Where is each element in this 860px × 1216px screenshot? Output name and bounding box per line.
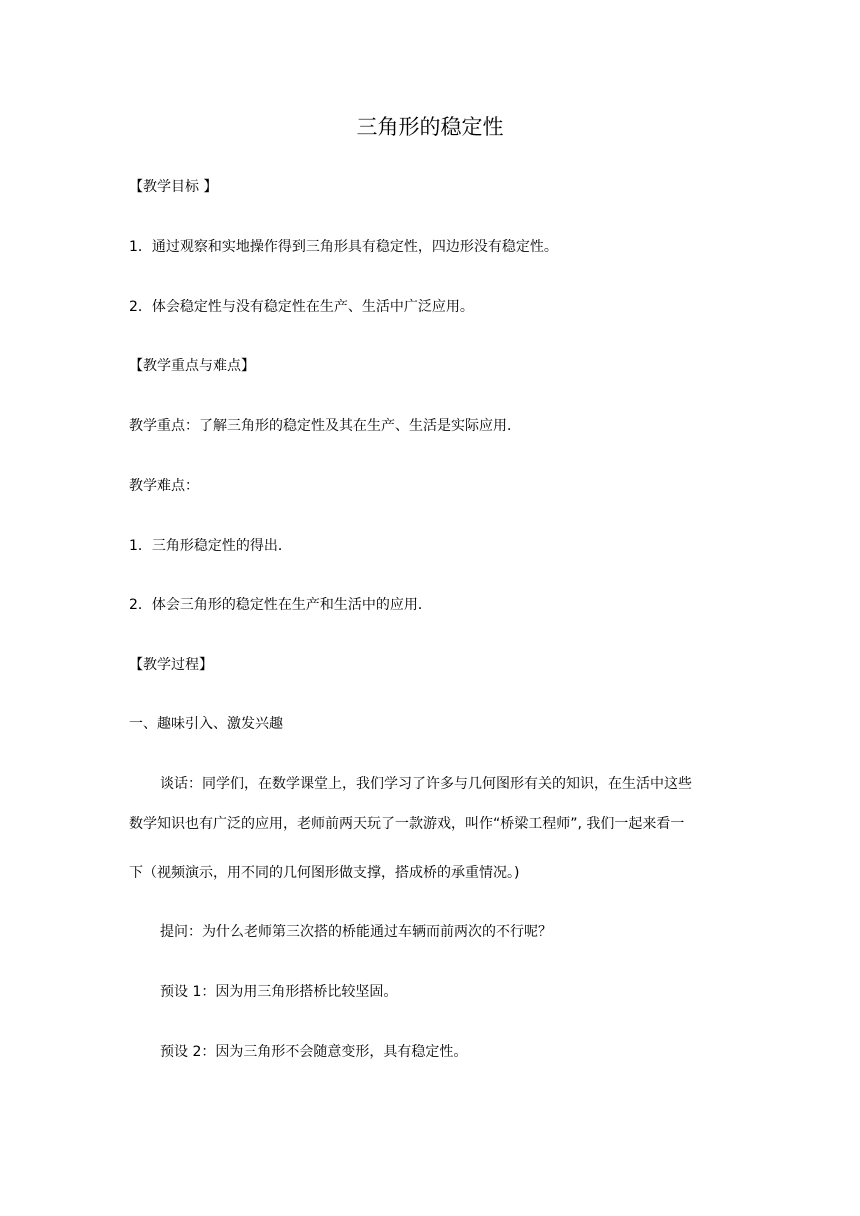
difficulty-item-1: 1．三角形稳定性的得出． [129, 538, 292, 554]
objective-item-2: 2．体会稳定性与没有稳定性在生产、生活中广泛应用。 [129, 299, 474, 315]
difficulty-item-2: 2．体会三角形的稳定性在生产和生活中的应用． [129, 597, 432, 613]
step-heading-1: 一、趣味引入、激发兴趣 [129, 716, 283, 732]
objective-item-1: 1．通过观察和实地操作得到三角形具有稳定性，四边形没有稳定性。 [129, 239, 558, 255]
difficulty-label: 教学难点： [129, 478, 199, 494]
section-heading-process: 【教学过程】 [129, 657, 213, 673]
paragraph-line: 下（视频演示，用不同的几何图形做支撑，搭成桥的承重情况。) [129, 865, 520, 881]
paragraph-line: 数学知识也有广泛的应用，老师前两天玩了一款游戏，叫作“桥梁工程师”, 我们一起来看一 [129, 816, 685, 832]
paragraph-line: 谈话：同学们，在数学课堂上，我们学习了许多与几何图形有关的知识，在生活中这些 [160, 776, 692, 792]
key-point-text: 教学重点：了解三角形的稳定性及其在生产、生活是实际应用． [129, 418, 521, 434]
section-heading-key-points: 【教学重点与难点】 [129, 358, 255, 374]
answer-preset-2: 预设 2：因为三角形不会随意变形，具有稳定性。 [160, 1044, 468, 1060]
question-text: 提问：为什么老师第三次搭的桥能通过车辆而前两次的不行呢？ [160, 924, 552, 940]
document-title: 三角形的稳定性 [356, 115, 504, 139]
section-heading-objectives: 【教学目标 】 [129, 179, 218, 195]
answer-preset-1: 预设 1：因为用三角形搭桥比较坚固。 [160, 984, 398, 1000]
